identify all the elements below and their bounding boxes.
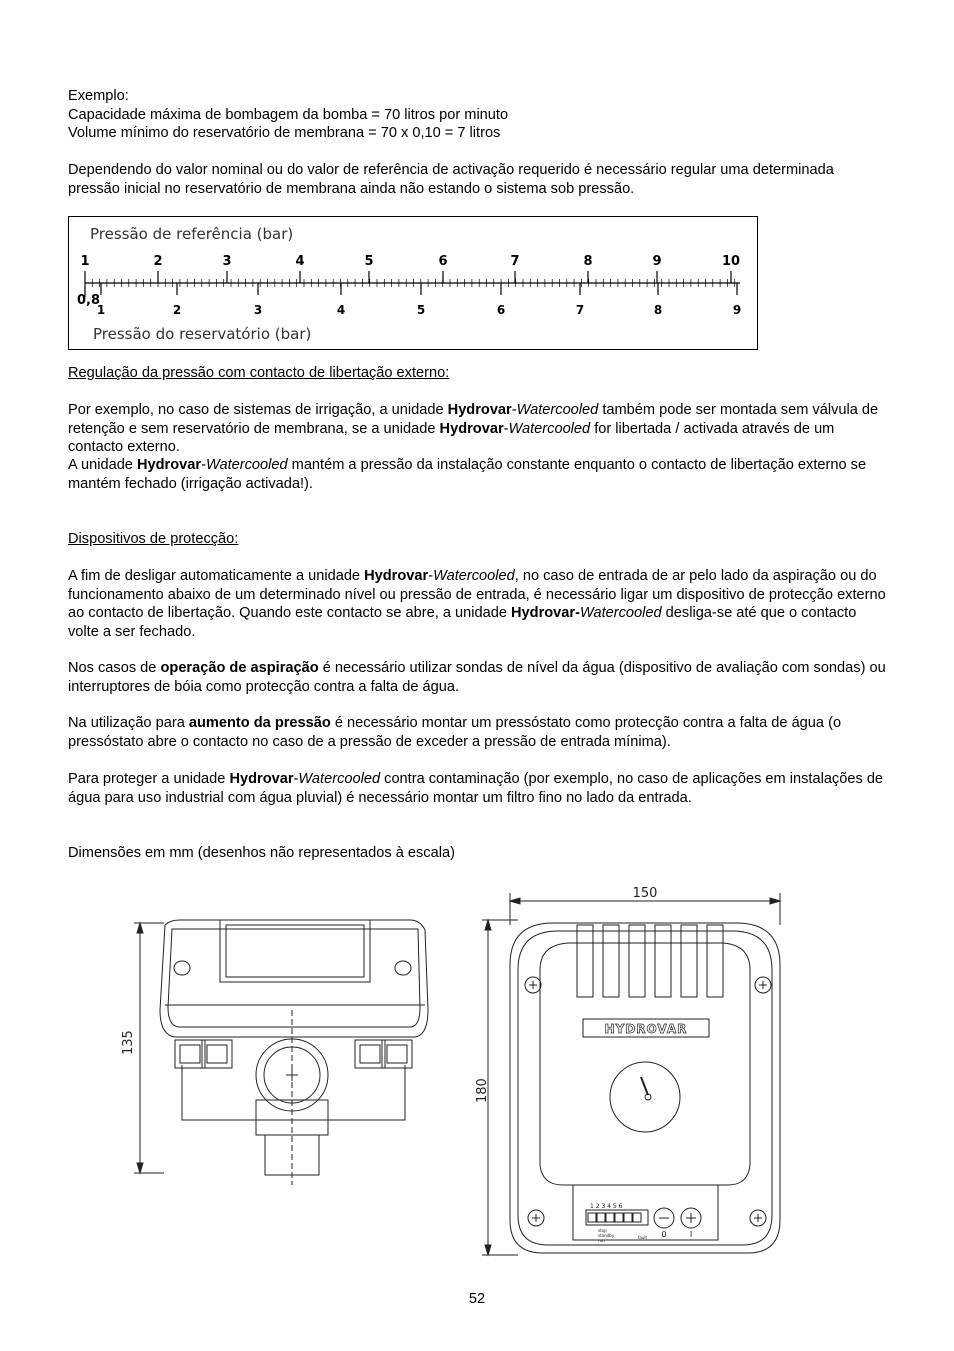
example-heading: Exemplo: — [68, 88, 129, 104]
scale-bottom-tick-label: 3 — [253, 303, 263, 317]
section-2-paragraph-1 — [68, 567, 888, 641]
section-2-heading: Dispositivos de protecção: — [68, 531, 239, 547]
panel-label-fault: fault — [638, 1235, 648, 1240]
scale-top-tick-label: 6 — [438, 254, 448, 269]
model-name: Watercooled — [579, 605, 662, 621]
scale-ticks — [77, 254, 741, 317]
scale-top-tick-label: 8 — [583, 254, 593, 269]
scale-top-tick-label: 1 — [80, 254, 90, 269]
s1p2-text-b: mantém a pressão da instalação constante enquanto o contacto de libertação externo se mantém fechado (irrigação activada!). — [68, 457, 867, 492]
s2p4-text-b: contra contaminação (por exemplo, no caso de aplicações em instalações de água para uso industrial com água pluvial) é necessário montar um filtro fino no lado da entrada. — [68, 771, 884, 806]
panel-label-standby: standby — [598, 1233, 615, 1238]
brand-dash: - — [201, 457, 206, 473]
hydrovar-logo: HYDROVAR — [604, 1022, 688, 1036]
model-name: Watercooled — [298, 771, 381, 787]
front-height-label: 180 — [475, 1078, 490, 1103]
model-name: Watercooled — [516, 402, 599, 418]
section-2-paragraph-4 — [68, 770, 888, 807]
brand-name: Hydrovar — [439, 420, 504, 437]
model-name: Watercooled — [433, 568, 515, 584]
s1p1-text-b: também pode ser montada sem válvula de retenção e sem reservatório de membrana, se a unidade — [68, 402, 879, 437]
page-number: 52 — [468, 1291, 486, 1307]
front-view-drawing — [475, 875, 808, 1260]
scale-top-label: Pressão de referência (bar) — [90, 225, 294, 243]
button-1-label: I — [689, 1230, 693, 1239]
s2p1-text-b: , no caso de entrada de ar pelo lado da aspiração ou do funcionamento abaixo de um determinado nível ou pressão de entrada, é necessário ligar um dispositivo de protecção externo ao contacto de libertação. Quando este contacto se abre, a unidade — [68, 568, 886, 621]
section-2-paragraph-2 — [68, 659, 888, 696]
brand-dash: - — [575, 605, 580, 621]
model-name: Watercooled — [205, 457, 288, 473]
scale-top-tick-label: 2 — [153, 254, 163, 269]
dimensions-caption: Dimensões em mm (desenhos não representados à escala) — [68, 845, 455, 861]
s2p2-text-b: é necessário utilizar sondas de nível da água (dispositivo de avaliação com sondas) ou interruptores de bóia como protecção contra a falta de água. — [68, 660, 886, 695]
scale-top-tick-label: 3 — [222, 254, 232, 269]
scale-bottom-start-label: 0,8 — [77, 293, 101, 308]
panel-label-run: run — [598, 1238, 605, 1243]
scale-top-tick-label: 7 — [510, 254, 520, 269]
pressure-scale-svg — [69, 217, 759, 351]
s2p3-text-a: Na utilização para — [68, 715, 189, 731]
brand-name: Hydrovar — [229, 771, 294, 787]
scale-bottom-tick-label: 6 — [496, 303, 506, 317]
example-line-1: Capacidade máxima de bombagem da bomba = 70 litros por minuto — [68, 106, 509, 123]
pressure-scale-figure — [68, 216, 758, 350]
s2p3-text-b: é necessário montar um pressóstato como protecção contra a falta de água (o pressóstato abre o contacto no caso de a pressão de exceder a pressão de entrada mínima). — [68, 715, 842, 750]
brand-dash: - — [503, 420, 509, 437]
scale-top-tick-label: 5 — [364, 254, 374, 269]
scale-bottom-tick-label: 2 — [172, 303, 182, 317]
front-width-label: 150 — [632, 886, 658, 901]
brand-name: Hydrovar — [136, 457, 202, 473]
brand-name: Hydrovar — [364, 568, 429, 584]
panel-label-stop: stop — [598, 1228, 607, 1233]
scale-bottom-tick-label: 4 — [336, 303, 346, 317]
section-1-heading: Regulação da pressão com contacto de libertação externo: — [68, 365, 450, 381]
s1p1-text-a: Por exemplo, no caso de sistemas de irrigação, a unidade — [68, 402, 448, 418]
s2p2-text-a: Nos casos de — [68, 660, 161, 676]
s2p1-text-c: desliga-se até que o contacto volte a ser fechado. — [68, 605, 857, 640]
s2p2-bold: operação de aspiração — [160, 660, 319, 676]
model-name: Watercooled — [508, 420, 591, 437]
scale-bottom-tick-label: 8 — [653, 303, 663, 317]
brand-dash: - — [428, 568, 434, 584]
scale-bottom-tick-label: 5 — [416, 303, 426, 317]
button-0-label: 0 — [661, 1230, 667, 1239]
s1p2-text-a: A unidade — [68, 457, 137, 473]
scale-top-tick-label: 9 — [652, 254, 662, 269]
s2p1-text-a: A fim de desligar automaticamente a unidade — [68, 568, 365, 584]
intro-paragraph: Dependendo do valor nominal ou do valor de referência de activação requerido é necessário regular uma determinada pressão inicial no reservatório de membrana ainda não estando o sistema sob pressão. — [68, 162, 834, 197]
scale-bottom-tick-label: 7 — [575, 303, 585, 317]
led-numbers: 1 2 3 4 5 6 — [590, 1203, 623, 1210]
scale-bottom-label: Pressão do reservatório (bar) — [93, 325, 312, 343]
example-block — [68, 87, 888, 143]
section-1-paragraph-2 — [68, 456, 888, 493]
s1p1-text-c: for libertada / activada através de um contacto externo. — [68, 420, 835, 455]
s2p3-bold: aumento da pressão — [188, 715, 331, 731]
brand-name: Hydrovar — [511, 605, 576, 621]
example-line-2: Volume mínimo do reservatório de membrana = 70 x 0,10 = 7 litros — [68, 125, 501, 141]
scale-bottom-tick-label: 9 — [732, 303, 742, 317]
s2p4-text-a: Para proteger a unidade — [68, 771, 230, 787]
brand-name: Hydrovar — [447, 402, 512, 418]
scale-bottom-tick-label: 1 — [96, 303, 106, 317]
scale-top-tick-label: 4 — [295, 254, 305, 269]
section-1-paragraph-1 — [68, 401, 888, 457]
brand-dash: - — [511, 402, 517, 418]
brand-dash: - — [293, 771, 299, 787]
scale-top-tick-label: 10 — [721, 254, 741, 269]
side-height-label: 135 — [121, 1030, 136, 1055]
side-view-drawing — [120, 915, 450, 1195]
section-2-paragraph-3 — [68, 714, 888, 751]
